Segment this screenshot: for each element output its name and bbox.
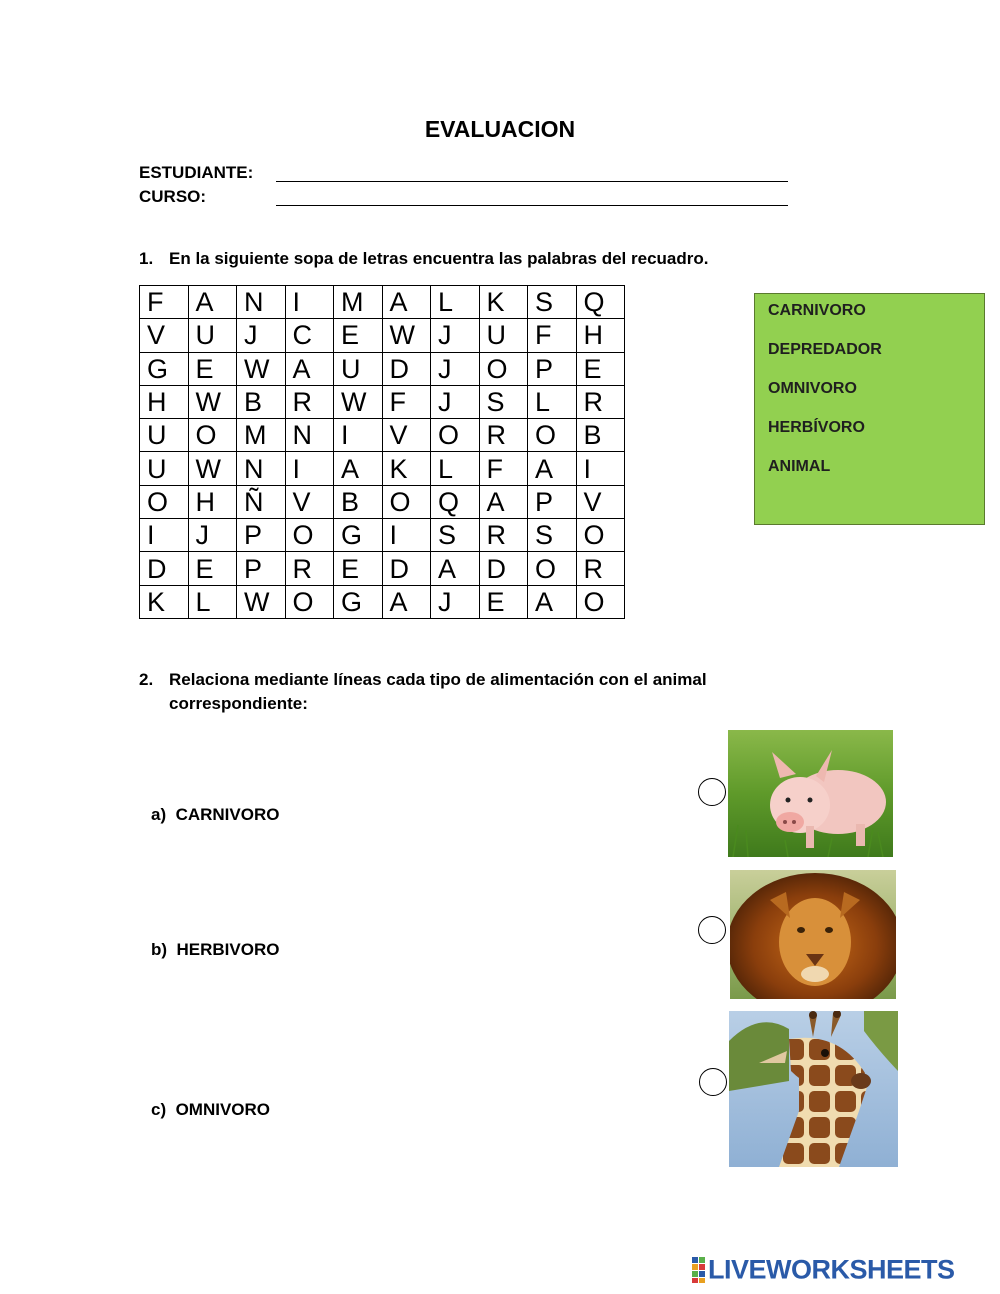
grid-cell[interactable]: E (334, 552, 383, 585)
match-circle-pig[interactable] (698, 778, 726, 806)
grid-cell[interactable]: H (140, 385, 189, 418)
grid-cell[interactable]: S (431, 519, 480, 552)
grid-cell[interactable]: G (334, 519, 383, 552)
grid-cell[interactable]: B (334, 485, 383, 518)
match-item-a[interactable] (151, 805, 279, 825)
liveworksheets-logo (692, 1253, 955, 1285)
grid-cell[interactable]: E (188, 552, 237, 585)
grid-row (140, 452, 625, 485)
grid-cell[interactable]: W (334, 385, 383, 418)
grid-cell[interactable]: W (237, 352, 286, 385)
grid-cell[interactable]: D (382, 352, 431, 385)
grid-cell[interactable]: F (479, 452, 528, 485)
grid-cell[interactable]: W (188, 452, 237, 485)
lion-photo (730, 870, 896, 999)
grid-row (140, 485, 625, 518)
grid-cell[interactable]: M (237, 419, 286, 452)
match-item-letter: b) (151, 940, 168, 959)
grid-cell[interactable]: V (576, 485, 625, 518)
grid-cell[interactable]: E (479, 585, 528, 618)
grid-cell[interactable]: P (237, 552, 286, 585)
grid-cell[interactable]: D (479, 552, 528, 585)
grid-cell[interactable]: W (188, 385, 237, 418)
grid-cell[interactable]: H (576, 319, 625, 352)
grid-cell[interactable]: I (334, 419, 383, 452)
grid-cell[interactable]: V (285, 485, 334, 518)
grid-cell[interactable]: W (237, 585, 286, 618)
grid-cell[interactable]: E (188, 352, 237, 385)
course-label: CURSO: (139, 187, 207, 206)
question-2-number: 2. (139, 670, 154, 689)
grid-cell[interactable]: O (382, 485, 431, 518)
grid-cell[interactable]: E (334, 319, 383, 352)
grid-cell[interactable]: J (188, 519, 237, 552)
word-box-item: CARNIVORO (768, 302, 866, 319)
grid-cell[interactable]: K (479, 286, 528, 319)
grid-cell[interactable]: S (528, 519, 577, 552)
grid-cell[interactable]: P (528, 485, 577, 518)
grid-cell[interactable]: I (285, 286, 334, 319)
grid-cell[interactable]: Q (576, 286, 625, 319)
word-box (754, 293, 985, 525)
match-item-b[interactable] (151, 940, 279, 960)
grid-cell[interactable]: O (479, 352, 528, 385)
grid-cell[interactable]: S (479, 385, 528, 418)
grid-cell[interactable]: B (576, 419, 625, 452)
grid-cell[interactable]: L (188, 585, 237, 618)
course-line[interactable] (276, 205, 788, 206)
grid-cell[interactable]: D (140, 552, 189, 585)
grid-cell[interactable]: I (140, 519, 189, 552)
grid-cell[interactable]: D (382, 552, 431, 585)
grid-cell[interactable]: O (285, 585, 334, 618)
grid-cell[interactable]: J (431, 319, 480, 352)
grid-cell[interactable]: O (431, 419, 480, 452)
grid-cell[interactable]: J (431, 385, 480, 418)
grid-cell[interactable]: J (431, 585, 480, 618)
grid-cell[interactable]: A (528, 585, 577, 618)
pig-photo (728, 730, 893, 857)
grid-cell[interactable]: N (237, 286, 286, 319)
grid-cell[interactable]: V (382, 419, 431, 452)
grid-cell[interactable]: K (382, 452, 431, 485)
question-1-text: En la siguiente sopa de letras encuentra las palabras del recuadro. (169, 249, 709, 268)
grid-cell[interactable]: N (285, 419, 334, 452)
word-box-item: HERBÍVORO (768, 419, 865, 436)
grid-cell[interactable]: U (140, 452, 189, 485)
grid-cell[interactable]: W (382, 319, 431, 352)
grid-cell[interactable]: S (528, 286, 577, 319)
question-2 (139, 668, 819, 720)
grid-row (140, 519, 625, 552)
grid-cell[interactable]: U (334, 352, 383, 385)
grid-cell[interactable]: G (334, 585, 383, 618)
grid-cell[interactable]: U (140, 419, 189, 452)
match-item-letter: a) (151, 805, 167, 824)
question-2-text: Relaciona mediante líneas cada tipo de alimentación con el animal correspondiente: (169, 670, 707, 713)
match-circle-giraffe[interactable] (699, 1068, 727, 1096)
liveworksheets-icon (692, 1257, 706, 1283)
grid-cell[interactable]: G (140, 352, 189, 385)
grid-cell[interactable]: A (188, 286, 237, 319)
grid-cell[interactable]: R (576, 552, 625, 585)
grid-cell[interactable]: L (528, 385, 577, 418)
grid-row (140, 419, 625, 452)
grid-cell[interactable]: I (285, 452, 334, 485)
grid-cell[interactable]: N (237, 452, 286, 485)
grid-cell[interactable]: M (334, 286, 383, 319)
grid-cell[interactable]: F (140, 286, 189, 319)
grid-cell[interactable]: R (285, 552, 334, 585)
word-search-grid[interactable] (139, 285, 625, 619)
grid-cell[interactable]: O (528, 552, 577, 585)
word-box-item: OMNIVORO (768, 380, 857, 397)
grid-cell[interactable]: R (576, 385, 625, 418)
grid-row (140, 352, 625, 385)
liveworksheets-brand-text: LIVEWORKSHEETS (708, 1254, 955, 1285)
grid-cell[interactable]: E (576, 352, 625, 385)
question-1-number: 1. (139, 249, 154, 268)
grid-cell[interactable]: Q (431, 485, 480, 518)
match-item-label: CARNIVORO (175, 805, 280, 824)
grid-row (140, 319, 625, 352)
grid-cell[interactable]: L (431, 286, 480, 319)
grid-cell[interactable]: K (140, 585, 189, 618)
page-title: EVALUACION (424, 116, 576, 142)
grid-cell[interactable]: F (528, 319, 577, 352)
grid-cell[interactable]: O (576, 585, 625, 618)
grid-cell[interactable]: O (188, 419, 237, 452)
grid-row (140, 552, 625, 585)
grid-cell[interactable]: J (431, 352, 480, 385)
match-circle-lion[interactable] (698, 916, 726, 944)
grid-row (140, 585, 625, 618)
grid-cell[interactable]: A (528, 452, 577, 485)
grid-cell[interactable]: R (285, 385, 334, 418)
grid-cell[interactable]: U (479, 319, 528, 352)
match-item-label: OMNIVORO (175, 1100, 271, 1119)
grid-row (140, 385, 625, 418)
grid-cell[interactable]: A (382, 585, 431, 618)
grid-cell[interactable]: O (576, 519, 625, 552)
question-1 (139, 247, 819, 273)
grid-cell[interactable]: Ñ (237, 485, 286, 518)
grid-cell[interactable]: P (237, 519, 286, 552)
grid-cell[interactable]: A (334, 452, 383, 485)
grid-cell[interactable]: I (576, 452, 625, 485)
grid-cell[interactable]: F (382, 385, 431, 418)
match-item-letter: c) (151, 1100, 167, 1119)
student-name-line[interactable] (276, 181, 788, 182)
giraffe-photo (729, 1011, 898, 1167)
grid-cell[interactable]: A (382, 286, 431, 319)
grid-cell[interactable]: R (479, 519, 528, 552)
grid-cell[interactable]: O (528, 419, 577, 452)
student-label: ESTUDIANTE: (139, 163, 254, 182)
match-item-c[interactable] (151, 1100, 270, 1120)
grid-cell[interactable]: O (140, 485, 189, 518)
grid-cell[interactable]: B (237, 385, 286, 418)
grid-cell[interactable]: C (285, 319, 334, 352)
grid-cell[interactable]: A (285, 352, 334, 385)
word-box-item: ANIMAL (768, 458, 831, 475)
grid-cell[interactable]: R (479, 419, 528, 452)
grid-cell[interactable]: J (237, 319, 286, 352)
grid-cell[interactable]: L (431, 452, 480, 485)
grid-cell[interactable]: U (188, 319, 237, 352)
grid-cell[interactable]: O (285, 519, 334, 552)
match-item-label: HERBIVORO (176, 940, 280, 959)
grid-cell[interactable]: A (479, 485, 528, 518)
word-box-item: DEPREDADOR (768, 341, 882, 358)
grid-cell[interactable]: I (382, 519, 431, 552)
grid-cell[interactable]: P (528, 352, 577, 385)
grid-cell[interactable]: H (188, 485, 237, 518)
grid-cell[interactable]: A (431, 552, 480, 585)
grid-row (140, 286, 625, 319)
grid-cell[interactable]: V (140, 319, 189, 352)
